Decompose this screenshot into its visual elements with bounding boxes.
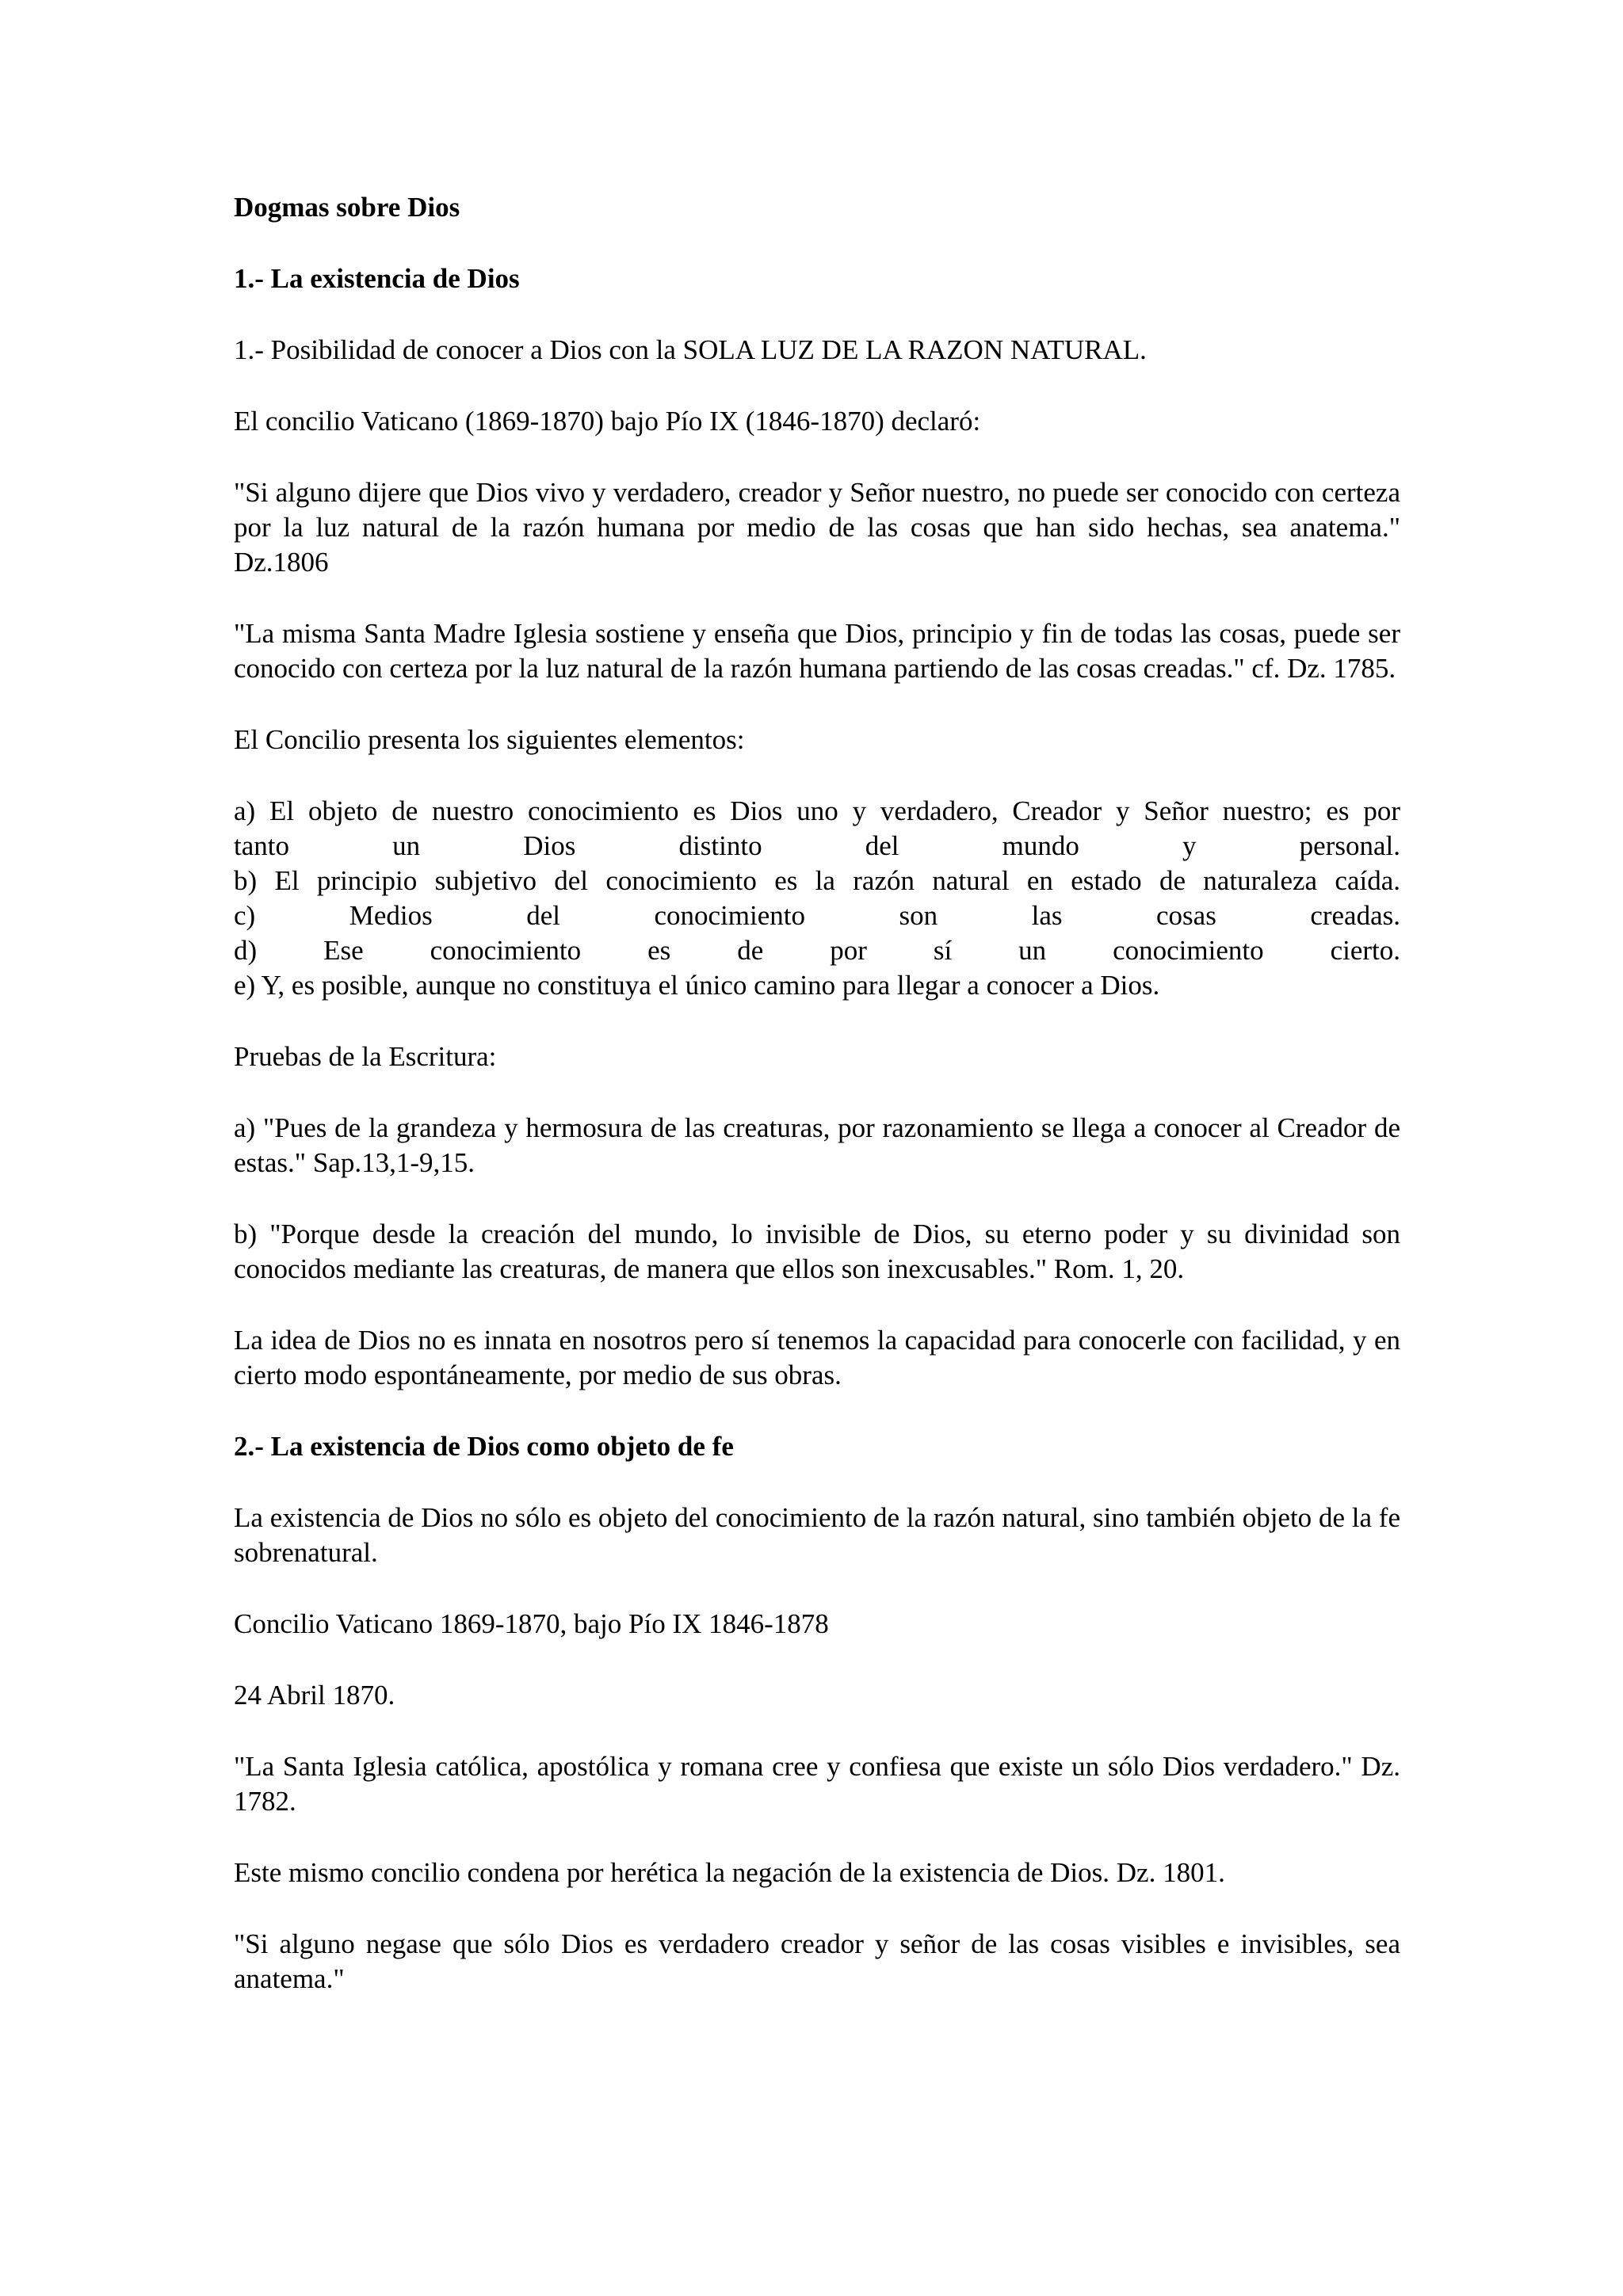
list-item: c) Medios del conocimiento son las cosas creadas. bbox=[234, 900, 1400, 931]
list-item: b) El principio subjetivo del conocimiento es la razón natural en estado de naturaleza caída. bbox=[234, 865, 1400, 896]
document-title: Dogmas sobre Dios bbox=[234, 192, 460, 223]
paragraph-concilio-2: Concilio Vaticano 1869-1870, bajo Pío IX 1846-1878 bbox=[234, 1608, 829, 1639]
paragraph-fecha: 24 Abril 1870. bbox=[234, 1680, 395, 1711]
quote-dz1806: "Si alguno dijere que Dios vivo y verdadero, creador y Señor nuestro, no puede ser conocido con certeza por la luz natural de la razón humana por medio de las cosas que han sido hechas, sea anatema." Dz.1806 bbox=[234, 477, 1400, 578]
paragraph-condena: Este mismo concilio condena por herética la negación de la existencia de Dios. Dz. 1801. bbox=[234, 1857, 1225, 1888]
list-item: e) Y, es posible, aunque no constituya el único camino para llegar a conocer a Dios. bbox=[234, 970, 1160, 1001]
subsection-heading: 1.- Posibilidad de conocer a Dios con la SOLA LUZ DE LA RAZON NATURAL. bbox=[234, 334, 1147, 365]
list-item: tanto un Dios distinto del mundo y personal. bbox=[234, 830, 1400, 861]
quote-dz1785: "La misma Santa Madre Iglesia sostiene y enseña que Dios, principio y fin de todas las cosas, puede ser conocido con certeza por la luz natural de la razón humana partiendo de las cosas creadas." cf. Dz. 1785. bbox=[234, 618, 1400, 684]
paragraph-elementos: El Concilio presenta los siguientes elementos: bbox=[234, 724, 745, 755]
prueba-a: a) "Pues de la grandeza y hermosura de las creaturas, por razonamiento se llega a conocer al Creador de estas." Sap.13,1-9,15. bbox=[234, 1112, 1400, 1178]
paragraph-pruebas: Pruebas de la Escritura: bbox=[234, 1041, 497, 1072]
paragraph-objeto-fe: La existencia de Dios no sólo es objeto del conocimiento de la razón natural, sino también objeto de la fe sobrenatural. bbox=[234, 1502, 1400, 1568]
elements-list bbox=[234, 794, 1400, 1003]
document-page bbox=[234, 190, 1400, 2033]
list-item: a) El objeto de nuestro conocimiento es Dios uno y verdadero, Creador y Señor nuestro; es por bbox=[234, 795, 1400, 826]
prueba-b: b) "Porque desde la creación del mundo, lo invisible de Dios, su eterno poder y su divinidad son conocidos mediante las creaturas, de manera que ellos son inexcusables." Rom. 1, 20. bbox=[234, 1219, 1400, 1284]
paragraph-concilio-intro: El concilio Vaticano (1869-1870) bajo Pío IX (1846-1870) declaró: bbox=[234, 406, 981, 437]
quote-final: "Si alguno negase que sólo Dios es verdadero creador y señor de las cosas visibles e invisibles, sea anatema." bbox=[234, 1928, 1400, 1994]
section-heading-2: 2.- La existencia de Dios como objeto de fe bbox=[234, 1431, 734, 1462]
section-heading-1: 1.- La existencia de Dios bbox=[234, 263, 520, 294]
paragraph-idea: La idea de Dios no es innata en nosotros pero sí tenemos la capacidad para conocerle con facilidad, y en cierto modo espontáneamente, por medio de sus obras. bbox=[234, 1325, 1400, 1390]
list-item: d) Ese conocimiento es de por sí un conocimiento cierto. bbox=[234, 935, 1400, 966]
quote-dz1782: "La Santa Iglesia católica, apostólica y romana cree y confiesa que existe un sólo Dios verdadero." Dz. 1782. bbox=[234, 1751, 1400, 1817]
